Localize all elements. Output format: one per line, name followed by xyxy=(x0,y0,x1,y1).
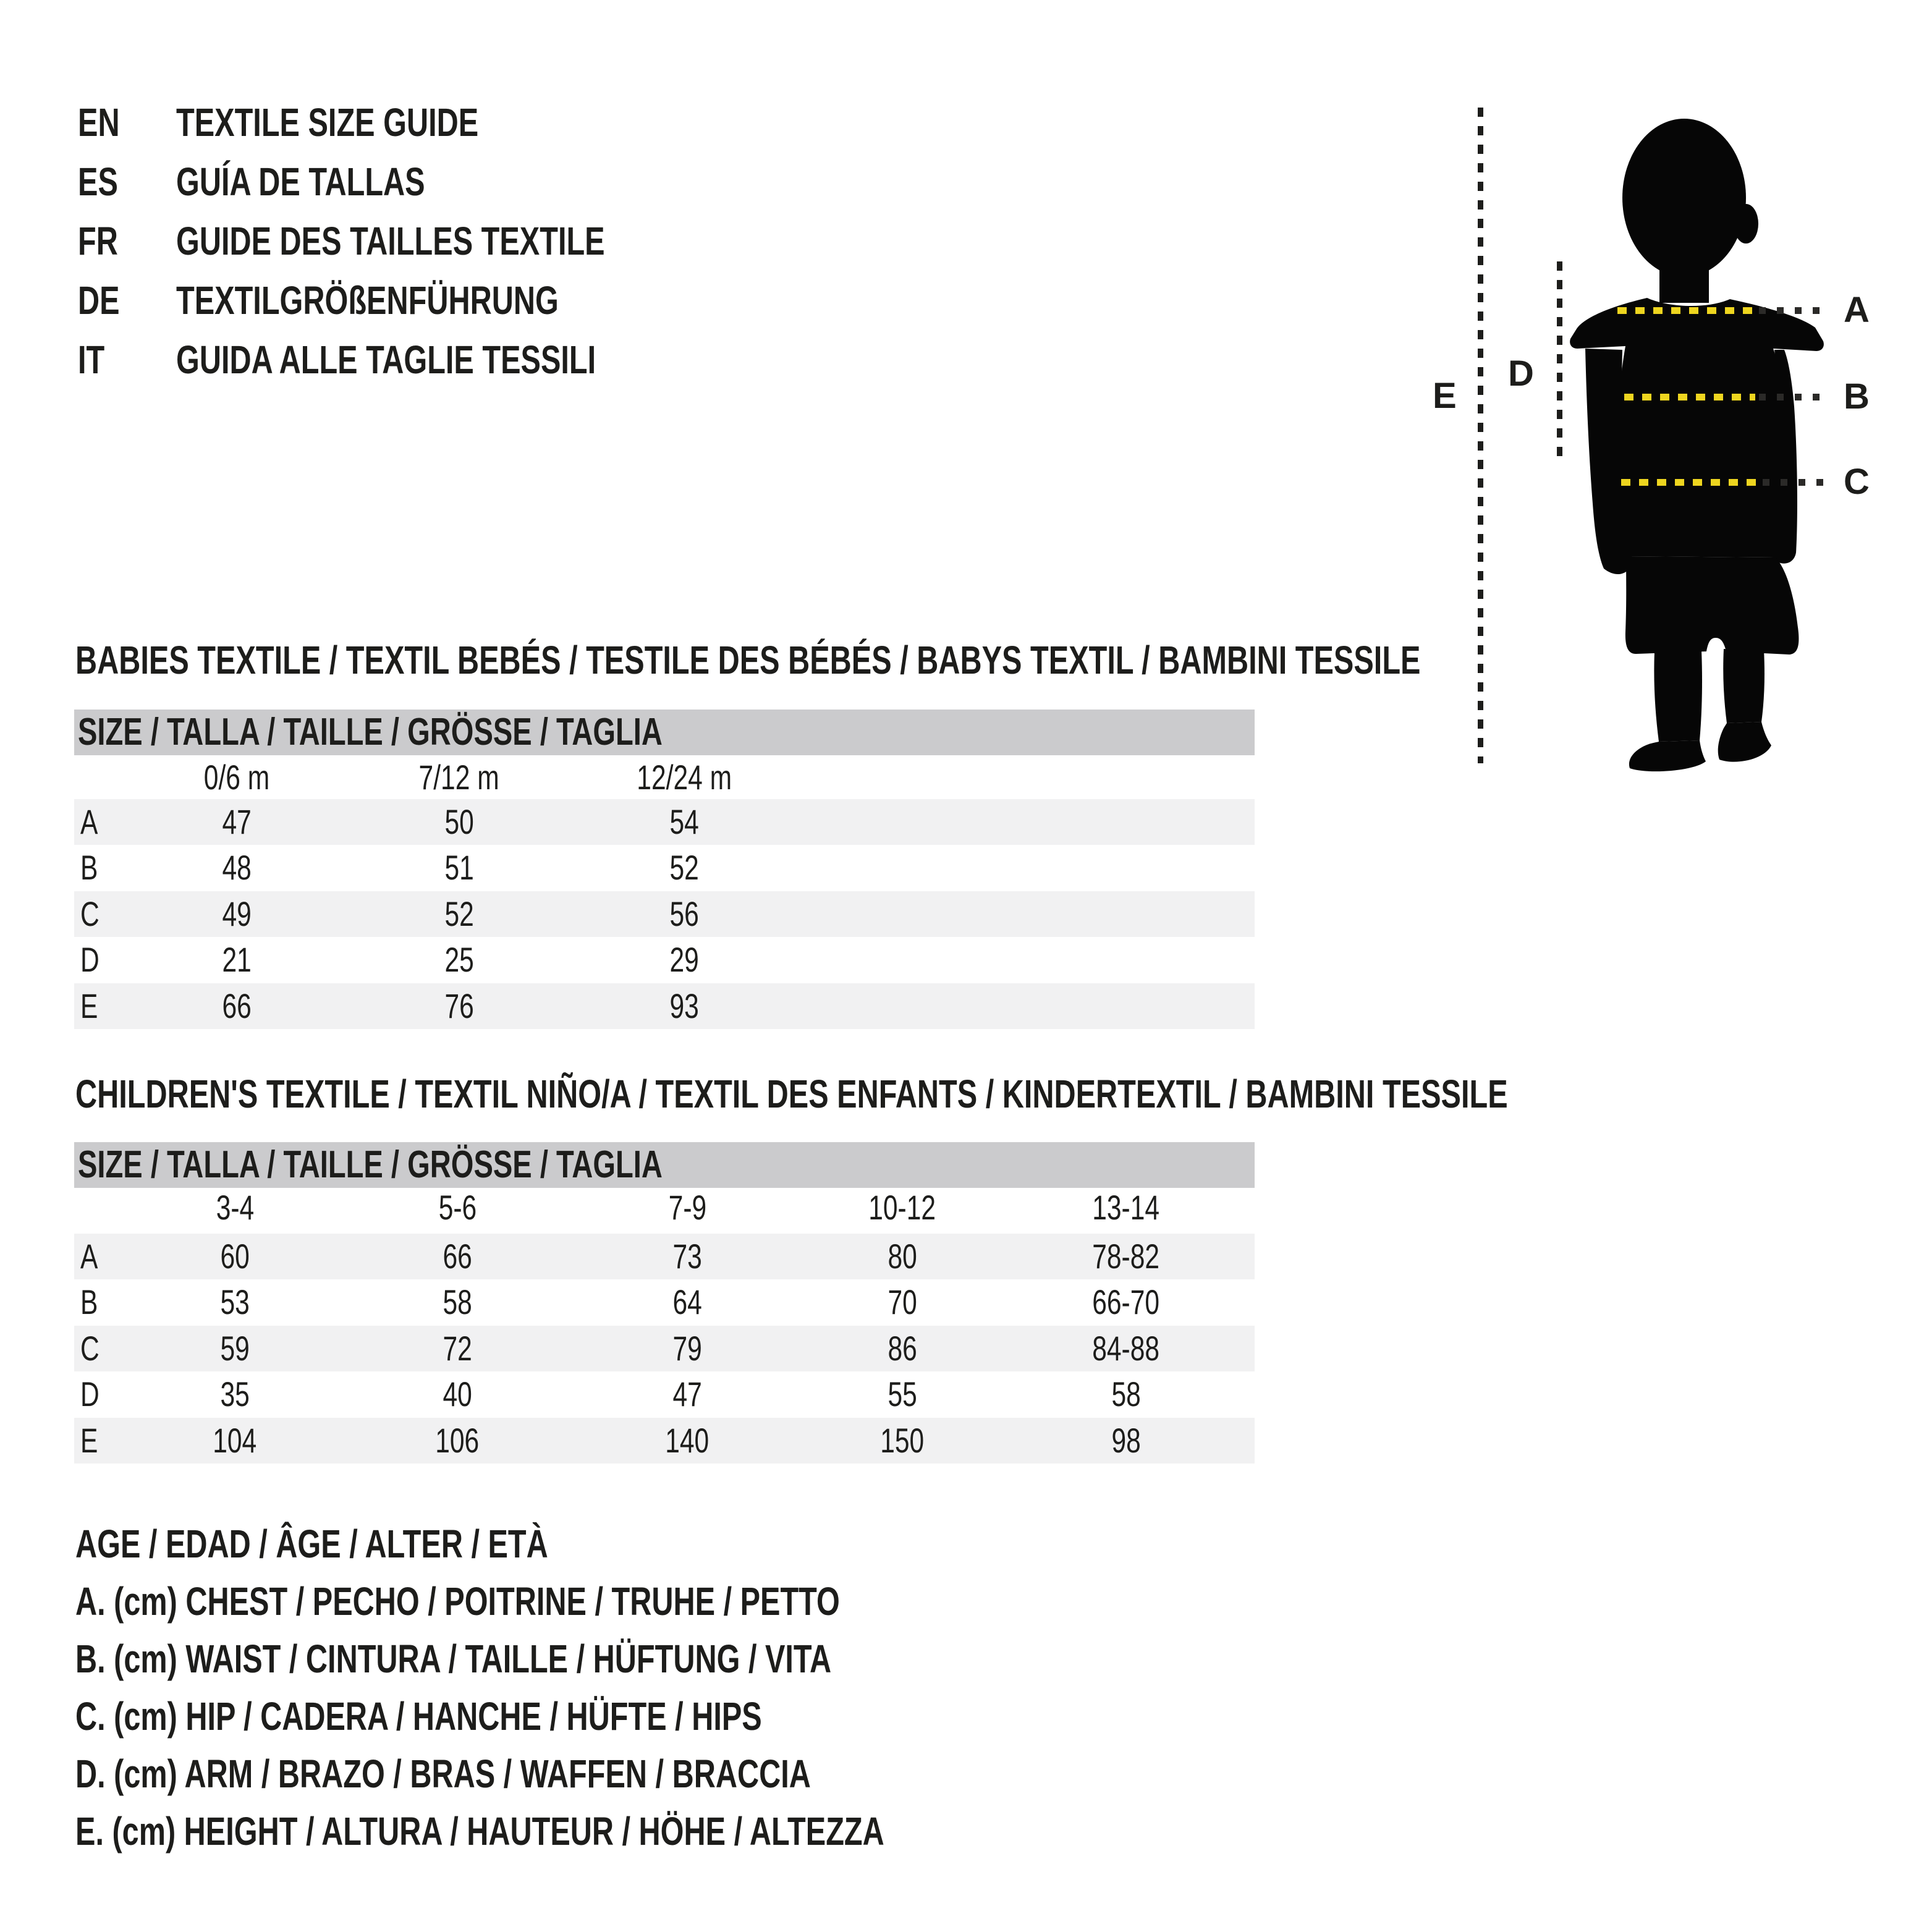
babies-value-cell xyxy=(144,799,329,845)
child-silhouette-icon xyxy=(1567,117,1826,776)
column-header-text: 0/6 m xyxy=(203,758,270,797)
children-column-header xyxy=(365,1189,550,1226)
legend-line-text: B. (cm) WAIST / CINTURA / TAILLE / HÜFTUNG / VITA xyxy=(75,1637,832,1681)
language-title: GUIDE DES TAILLES TEXTILE xyxy=(176,219,605,263)
children-value-cell xyxy=(142,1371,328,1417)
babies-value-cell xyxy=(366,891,552,937)
chest-leader-line xyxy=(1759,307,1827,314)
children-section-heading xyxy=(75,1072,1932,1116)
value-text: 58 xyxy=(1111,1375,1141,1413)
children-value-cell xyxy=(142,1418,328,1464)
babies-column-header xyxy=(366,759,552,796)
babies-row-label xyxy=(80,937,155,983)
value-text: 59 xyxy=(220,1329,250,1368)
babies-row-label xyxy=(80,983,155,1029)
column-header-text: 7/12 m xyxy=(418,758,500,797)
value-text: 140 xyxy=(665,1421,710,1460)
children-value-cell xyxy=(365,1234,550,1279)
children-value-cell xyxy=(595,1279,780,1325)
value-text: 78-82 xyxy=(1092,1237,1160,1276)
arm-label: D xyxy=(1508,354,1534,394)
children-value-cell xyxy=(1033,1418,1219,1464)
value-text: 47 xyxy=(672,1375,702,1413)
value-text: 47 xyxy=(222,802,252,841)
language-title: GUÍA DE TALLAS xyxy=(176,159,425,204)
babies-value-cell xyxy=(591,983,777,1029)
waist-leader-line xyxy=(1759,394,1827,400)
value-text: 93 xyxy=(669,986,699,1025)
value-text: 79 xyxy=(672,1329,702,1368)
value-text: 80 xyxy=(888,1237,917,1276)
legend-line-text: A. (cm) CHEST / PECHO / POITRINE / TRUHE / PETTO xyxy=(75,1579,840,1624)
children-column-header xyxy=(810,1189,995,1226)
babies-value-cell xyxy=(144,891,329,937)
children-value-cell xyxy=(595,1418,780,1464)
hip-label: C xyxy=(1844,462,1870,502)
value-text: 54 xyxy=(669,802,699,841)
column-header-text: 5-6 xyxy=(438,1188,477,1227)
arm-measure-line xyxy=(1557,261,1562,464)
language-title: TEXTILGRÖßENFÜHRUNG xyxy=(176,278,559,323)
legend-line xyxy=(75,1637,1070,1680)
value-text: 73 xyxy=(672,1237,702,1276)
babies-column-header xyxy=(144,759,329,796)
value-text: 49 xyxy=(222,894,252,933)
children-size-header-text: SIZE / TALLA / TAILLE / GRÖSSE / TAGLIA xyxy=(78,1143,663,1186)
children-column-header xyxy=(595,1189,780,1226)
babies-row-label xyxy=(80,891,155,937)
children-value-cell xyxy=(1033,1326,1219,1371)
children-value-cell xyxy=(810,1418,995,1464)
row-label-text: C xyxy=(80,894,100,933)
children-column-header xyxy=(1033,1189,1219,1226)
value-text: 29 xyxy=(669,940,699,979)
column-header-text: 3-4 xyxy=(216,1188,254,1227)
height-label: E xyxy=(1433,376,1457,416)
language-code: DE xyxy=(78,278,120,323)
column-header-text: 13-14 xyxy=(1092,1188,1160,1227)
chest-label: A xyxy=(1844,290,1870,330)
babies-heading-text: BABIES TEXTILE / TEXTIL BEBÉS / TESTILE DES BÉBÉS / BABYS TEXTIL / BAMBINI TESSILE xyxy=(75,638,1421,682)
children-size-header-bar xyxy=(74,1142,1255,1188)
legend-line-text: C. (cm) HIP / CADERA / HANCHE / HÜFTE / HIPS xyxy=(75,1694,762,1739)
children-value-cell xyxy=(810,1371,995,1417)
row-label-text: E xyxy=(80,1421,98,1460)
babies-size-header-bar xyxy=(74,710,1255,755)
children-value-cell xyxy=(365,1279,550,1325)
babies-value-cell xyxy=(366,937,552,983)
value-text: 52 xyxy=(669,848,699,887)
value-text: 56 xyxy=(669,894,699,933)
value-text: 72 xyxy=(443,1329,472,1368)
value-text: 40 xyxy=(443,1375,472,1413)
legend-line xyxy=(75,1810,1140,1853)
children-value-cell xyxy=(1033,1279,1219,1325)
babies-value-cell xyxy=(144,937,329,983)
babies-value-cell xyxy=(366,983,552,1029)
babies-value-cell xyxy=(144,983,329,1029)
value-text: 104 xyxy=(213,1421,257,1460)
legend-line-text: AGE / EDAD / ÂGE / ALTER / ETÀ xyxy=(75,1522,548,1566)
children-value-cell xyxy=(810,1279,995,1325)
children-value-cell xyxy=(1033,1371,1219,1417)
value-text: 58 xyxy=(443,1282,472,1321)
value-text: 64 xyxy=(672,1282,702,1321)
legend-line xyxy=(75,1580,1081,1623)
column-header-text: 12/24 m xyxy=(637,758,732,797)
children-value-cell xyxy=(365,1371,550,1417)
children-heading-text: CHILDREN'S TEXTILE / TEXTIL NIÑO/A / TEXTIL DES ENFANTS / KINDERTEXTIL / BAMBINI TESSILE xyxy=(75,1072,1508,1116)
value-text: 21 xyxy=(222,940,252,979)
value-text: 106 xyxy=(435,1421,480,1460)
babies-value-cell xyxy=(591,891,777,937)
row-label-text: D xyxy=(80,940,100,979)
row-label-text: D xyxy=(80,1375,100,1413)
babies-value-cell xyxy=(144,845,329,891)
babies-row-label xyxy=(80,845,155,891)
value-text: 52 xyxy=(444,894,474,933)
language-code: FR xyxy=(78,219,118,263)
children-value-cell xyxy=(595,1234,780,1279)
children-value-cell xyxy=(142,1279,328,1325)
legend-line xyxy=(75,1695,978,1738)
waist-measure-line xyxy=(1624,394,1755,400)
value-text: 48 xyxy=(222,848,252,887)
hip-measure-line xyxy=(1621,479,1762,486)
children-value-cell xyxy=(810,1326,995,1371)
row-label-text: C xyxy=(80,1329,100,1368)
value-text: 53 xyxy=(220,1282,250,1321)
chest-measure-line xyxy=(1617,307,1755,314)
language-code: IT xyxy=(78,337,105,382)
value-text: 55 xyxy=(888,1375,917,1413)
legend-line xyxy=(75,1522,697,1566)
children-value-cell xyxy=(810,1234,995,1279)
value-text: 70 xyxy=(888,1282,917,1321)
language-title: TEXTILE SIZE GUIDE xyxy=(176,100,479,145)
value-text: 25 xyxy=(444,940,474,979)
children-value-cell xyxy=(365,1418,550,1464)
value-text: 84-88 xyxy=(1092,1329,1160,1368)
value-text: 50 xyxy=(444,802,474,841)
babies-value-cell xyxy=(366,845,552,891)
babies-row-label xyxy=(80,799,155,845)
babies-column-header xyxy=(591,759,777,796)
children-value-cell xyxy=(142,1234,328,1279)
column-header-text: 10-12 xyxy=(868,1188,936,1227)
value-text: 66 xyxy=(222,986,252,1025)
value-text: 150 xyxy=(880,1421,925,1460)
children-value-cell xyxy=(1033,1234,1219,1279)
children-value-cell xyxy=(365,1326,550,1371)
row-label-text: E xyxy=(80,986,98,1025)
value-text: 76 xyxy=(444,986,474,1025)
value-text: 35 xyxy=(220,1375,250,1413)
value-text: 98 xyxy=(1111,1421,1141,1460)
value-text: 66-70 xyxy=(1092,1282,1160,1321)
babies-value-cell xyxy=(591,937,777,983)
legend-line-text: D. (cm) ARM / BRAZO / BRAS / WAFFEN / BRACCIA xyxy=(75,1752,811,1796)
value-text: 86 xyxy=(888,1329,917,1368)
row-label-text: A xyxy=(80,1237,98,1276)
column-header-text: 7-9 xyxy=(668,1188,706,1227)
children-value-cell xyxy=(595,1371,780,1417)
children-value-cell xyxy=(142,1326,328,1371)
value-text: 51 xyxy=(444,848,474,887)
value-text: 66 xyxy=(443,1237,472,1276)
babies-value-cell xyxy=(591,845,777,891)
row-label-text: B xyxy=(80,1282,98,1321)
children-value-cell xyxy=(595,1326,780,1371)
language-code: ES xyxy=(78,159,118,204)
language-title: GUIDA ALLE TAGLIE TESSILI xyxy=(176,337,596,382)
value-text: 60 xyxy=(220,1237,250,1276)
row-label-text: B xyxy=(80,848,98,887)
legend-line-text: E. (cm) HEIGHT / ALTURA / HAUTEUR / HÖHE / ALTEZZA xyxy=(75,1809,884,1854)
babies-size-header-text: SIZE / TALLA / TAILLE / GRÖSSE / TAGLIA xyxy=(78,711,663,753)
waist-label: B xyxy=(1844,376,1870,417)
hip-leader-line xyxy=(1763,479,1827,486)
language-code: EN xyxy=(78,100,120,145)
babies-value-cell xyxy=(591,799,777,845)
children-column-header xyxy=(142,1189,328,1226)
row-label-text: A xyxy=(80,802,98,841)
babies-value-cell xyxy=(366,799,552,845)
legend-line xyxy=(75,1752,1043,1795)
